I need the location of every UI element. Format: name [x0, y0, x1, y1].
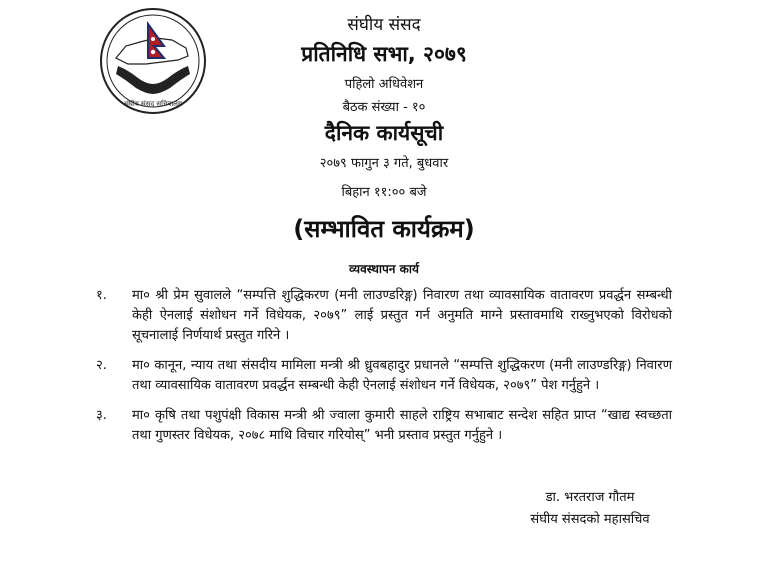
svg-text:संघीय संसद सचिवालय: संघीय संसद सचिवालय: [124, 100, 182, 108]
signatory-name: डा. भरतराज गौतम: [545, 490, 635, 505]
agenda-item: [96, 286, 672, 346]
tentative-heading: (सम्भावित कार्यक्रम): [293, 215, 475, 243]
section-title: व्यवस्थापन कार्य: [349, 262, 419, 276]
item-text: मा० श्री प्रेम सुवालले “सम्पत्ति शुद्धिकरण (मनी लाउण्डरिङ्ग) निवारण तथा व्यावसायिक वातावरण प्रवर्द्धन सम्बन्धी केही ऐनलाई संशोधन गर्ने विधेयक, २०७९” लाई प्रस्तुत गर्न अनुमति माग्ने प्रस्तावमाथि राख्नुभएको विरोधको सूचनालाई निर्णयार्थ प्रस्तुत गरिने ।: [132, 288, 672, 343]
house-title: प्रतिनिधि सभा, २०७९: [301, 42, 467, 66]
item-number: १.: [96, 288, 107, 303]
item-text: मा० कृषि तथा पशुपंक्षी विकास मन्त्री श्री ज्वाला कुमारी साहले राष्ट्रिय सभाबाट सन्देश सहित प्राप्त “खाद्य स्वच्छता तथा गुणस्तर विधेयक, २०७८ माथि विचार गरियोस्” भनी प्रस्ताव प्रस्तुत गर्नुहुने ।: [132, 408, 672, 443]
item-text: मा० कानून, न्याय तथा संसदीय मामिला मन्त्री श्री ध्रुवबहादुर प्रधानले “सम्पत्ति शुद्धिकरण (मनी लाउण्डरिङ्ग) निवारण तथा व्यावसायिक वातावरण प्रवर्द्धन सम्बन्धी केही ऐनलाई संशोधन गर्ने विधेयक, २०७९” पेश गर्नुहुने ।: [132, 358, 672, 393]
meeting-date: २०७९ फागुन ३ गते, बुधवार: [319, 156, 449, 171]
agenda-item: [96, 356, 672, 396]
meeting-time: बिहान ११:०० बजे: [341, 185, 427, 200]
parliament-name: संघीय संसद: [347, 15, 421, 35]
agenda-items: [96, 286, 672, 456]
item-number: २.: [96, 358, 107, 373]
meeting-number: बैठक संख्या - १०: [342, 100, 426, 115]
agenda-title: दैनिक कार्यसूची: [324, 121, 444, 145]
item-number: ३.: [96, 408, 107, 423]
signatory-title: संघीय संसदको महासचिव: [530, 512, 650, 527]
signature-block: [500, 487, 680, 531]
session-label: पहिलो अधिवेशन: [344, 77, 424, 92]
agenda-item: [96, 406, 672, 446]
